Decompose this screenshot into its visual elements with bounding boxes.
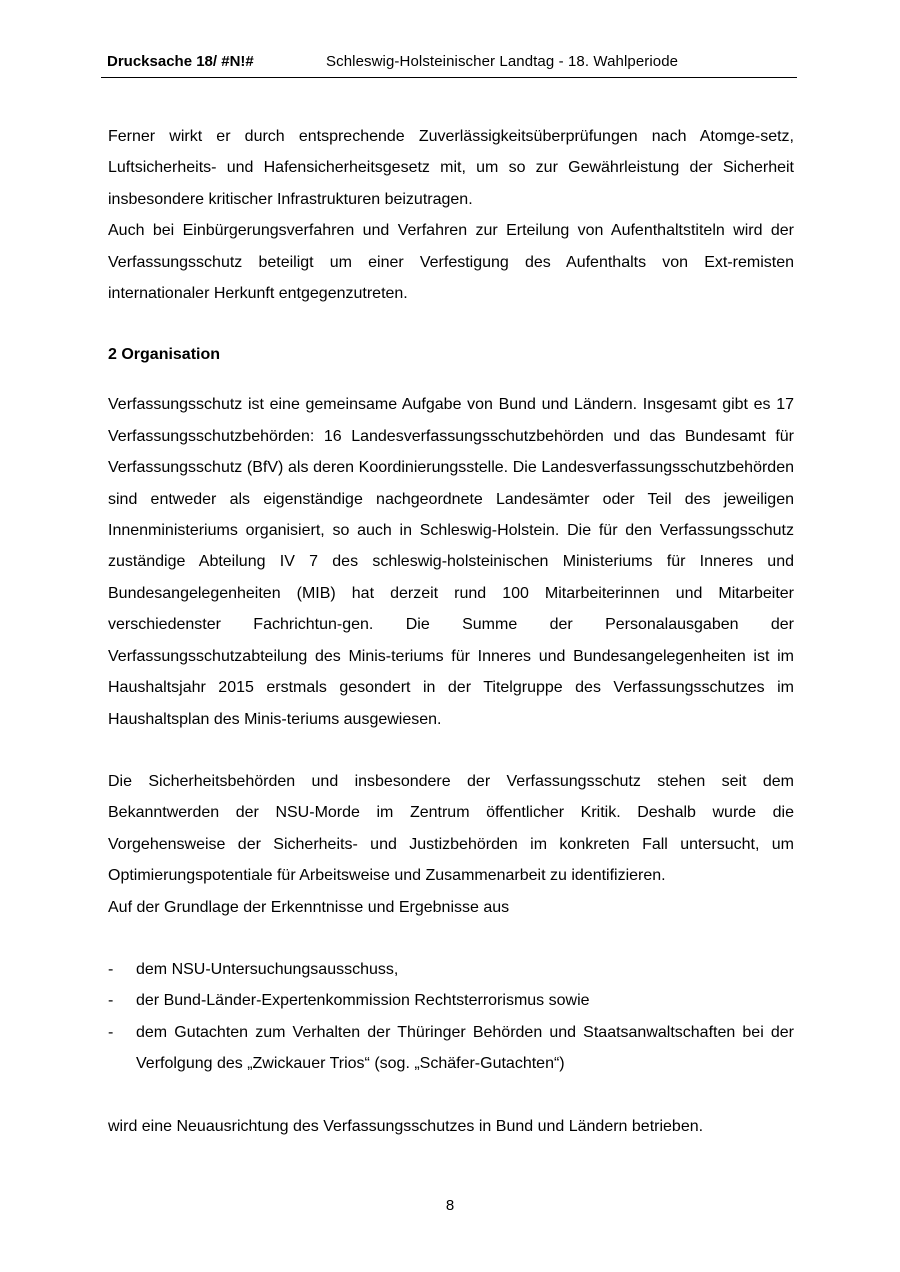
- paragraph-naturalization: Auch bei Einbürgerungsverfahren und Verfahren zur Erteilung von Aufenthaltstiteln wird der Verfassungsschutz beteiligt um einer Verfestigung des Aufenthalts von Ext-remisten internationaler Herkunft entgegenzutreten.: [108, 222, 794, 303]
- paragraph-list-intro: Auf der Grundlage der Erkenntnisse und Ergebnisse aus: [108, 898, 510, 916]
- document-number: Drucksache 18/ #N!#: [107, 53, 254, 70]
- list-item: [108, 954, 794, 985]
- paragraph-reorientation: wird eine Neuausrichtung des Verfassungsschutzes in Bund und Ländern betrieben.: [108, 1117, 704, 1135]
- list-item: [108, 1017, 794, 1080]
- section-heading-organisation: 2 Organisation: [108, 346, 221, 364]
- list-item-text: dem Gutachten zum Verhalten der Thüringer Behörden und Staatsanwaltschaften bei der Verfolgung des „Zwickauer Trios“ (sog. „Schäfer-Gutachten“): [136, 1023, 794, 1073]
- list-item-text: dem NSU-Untersuchungsausschuss,: [136, 960, 399, 978]
- header-divider: [101, 77, 797, 78]
- page-header: [107, 52, 797, 72]
- paragraph-nsu-criticism: Die Sicherheitsbehörden und insbesondere der Verfassungsschutz stehen seit dem Bekanntwerden der NSU-Morde im Zentrum öffentlicher Kritik. Deshalb wurde die Vorgehensweise der Sicherheits- und Justizbehörden im konkreten Fall untersucht, um Optimierungspotentiale für Arbeitsweise und Zusammenarbeit zu identifizieren.: [108, 772, 794, 885]
- paragraph-organisation: Verfassungsschutz ist eine gemeinsame Aufgabe von Bund und Ländern. Insgesamt gibt es 17 Verfassungsschutzbehörden: 16 Landesverfassungsschutzbehörden und das Bundesamt für Verfassungsschutz (BfV) als deren Koordinierungsstelle. Die Landesverfassungsschutzbehörden sind entweder als eigenständige nachgeordnete Landesämter oder Teil des jeweiligen Innenministeriums organisiert, so auch in Schleswig-Holstein. Die für den Verfassungsschutz zuständige Abteilung IV 7 des schleswig-holsteinischen Ministeriums für Inneres und Bundesangelegenheiten (MIB) hat derzeit rund 100 Mitarbeiterinnen und Mitarbeiter verschiedenster Fachrichtun-gen. Die Summe der Personalausgaben der Verfassungsschutzabteilung des Minis-teriums für Inneres und Bundesangelegenheiten ist im Haushaltsjahr 2015 erstmals gesondert in der Titelgruppe des Verfassungsschutzes im Haushaltsplan des Minis-teriums ausgewiesen.: [108, 396, 794, 728]
- paragraph-security-checks: Ferner wirkt er durch entsprechende Zuverlässigkeitsüberprüfungen nach Atomge-setz, Luftsicherheits- und Hafensicherheitsgesetz mit, um so zur Gewährleistung der Sicherheit insbesondere kritischer Infrastrukturen beizutragen.: [108, 128, 794, 208]
- list-dash: -: [108, 960, 114, 978]
- findings-list: [108, 954, 794, 1080]
- document-body: [108, 121, 794, 1142]
- page-number: 8: [445, 1197, 455, 1214]
- list-item-text: der Bund-Länder-Expertenkommission Rechtsterrorismus sowie: [136, 992, 590, 1010]
- legislature-title: Schleswig-Holsteinischer Landtag - 18. Wahlperiode: [326, 53, 679, 70]
- list-item: [108, 985, 794, 1016]
- list-dash: -: [108, 992, 114, 1010]
- list-dash: -: [108, 1023, 114, 1041]
